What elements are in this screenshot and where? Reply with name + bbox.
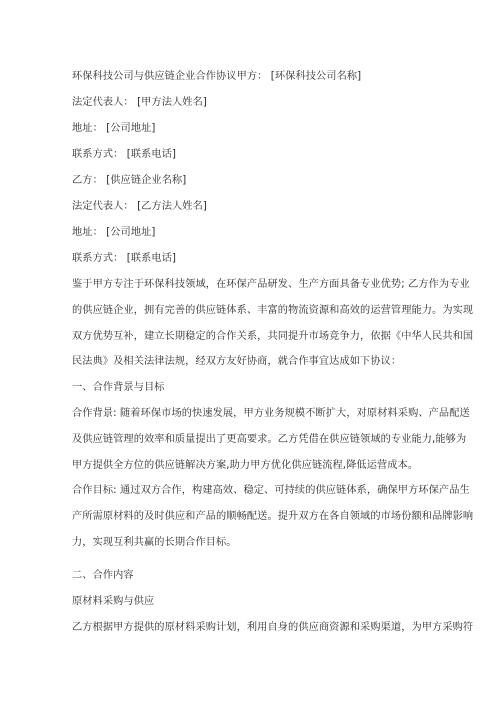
raw-material-line: 乙方根据甲方提供的原材料采购计划，利用自身的供应商资源和采购渠道，为甲方采购符 bbox=[72, 622, 474, 633]
goal-line: 合作目标: 通过双方合作，构建高效、稳定、可持续的供应链体系，确保甲方环保产品生 bbox=[72, 485, 470, 496]
background-line: 及供应链管理的效率和质量提出了更高要求。乙方凭借在供应链领域的专业能力,能够为 bbox=[72, 433, 467, 445]
preamble-line: 鉴于甲方专注于环保科技领域，在环保产品研发、生产方面具备专业优势; 乙方作为专业 bbox=[72, 279, 470, 290]
section-1-heading: 一、合作背景与目标 bbox=[72, 382, 165, 393]
party-a-address: 地址： [公司地址] bbox=[72, 123, 156, 134]
agreement-title-line: 环保科技公司与供应链企业合作协议甲方： [环保科技公司名称] bbox=[72, 71, 362, 82]
preamble-line: 双方优势互补，建立长期稳定的合作关系，共同提升市场竞争力，依据《中华人民共和国 bbox=[72, 330, 474, 342]
preamble-line: 民法典》及相关法律法规，经双方友好协商，就合作事宜达成如下协议： bbox=[72, 356, 402, 368]
party-b-contact: 联系方式： [联系电话] bbox=[72, 253, 177, 264]
section-2-heading: 二、合作内容 bbox=[72, 570, 134, 581]
background-line: 甲方提供全方位的供应链解决方案,助力甲方优化供应链流程,降低运营成本。 bbox=[72, 459, 419, 471]
party-b-name: 乙方： [供应链企业名称] bbox=[72, 175, 187, 186]
party-b-legal-rep: 法定代表人： [乙方法人姓名] bbox=[72, 201, 207, 212]
raw-material-paragraph bbox=[72, 615, 474, 641]
goal-line: 力，实现互利共赢的长期合作目标。 bbox=[72, 536, 237, 548]
cooperation-goal-paragraph bbox=[72, 478, 474, 555]
section-2-subheading: 原材料采购与供应 bbox=[72, 596, 155, 607]
party-a-contact: 联系方式： [联系电话] bbox=[72, 149, 177, 160]
goal-line: 产所需原材料的及时供应和产品的顺畅配送。提升双方在各自领域的市场份额和品牌影响 bbox=[72, 510, 474, 522]
background-line: 合作背景: 随着环保市场的快速发展，甲方业务规模不断扩大，对原材料采购、产品配送 bbox=[72, 408, 470, 419]
preamble-paragraph bbox=[72, 272, 474, 375]
party-a-legal-rep: 法定代表人： [甲方法人姓名] bbox=[72, 97, 207, 108]
party-b-address: 地址： [公司地址] bbox=[72, 227, 156, 238]
preamble-line: 的供应链企业，拥有完善的供应链体系、丰富的物流资源和高效的运营管理能力。为实现 bbox=[72, 304, 474, 316]
cooperation-background-paragraph bbox=[72, 401, 470, 478]
